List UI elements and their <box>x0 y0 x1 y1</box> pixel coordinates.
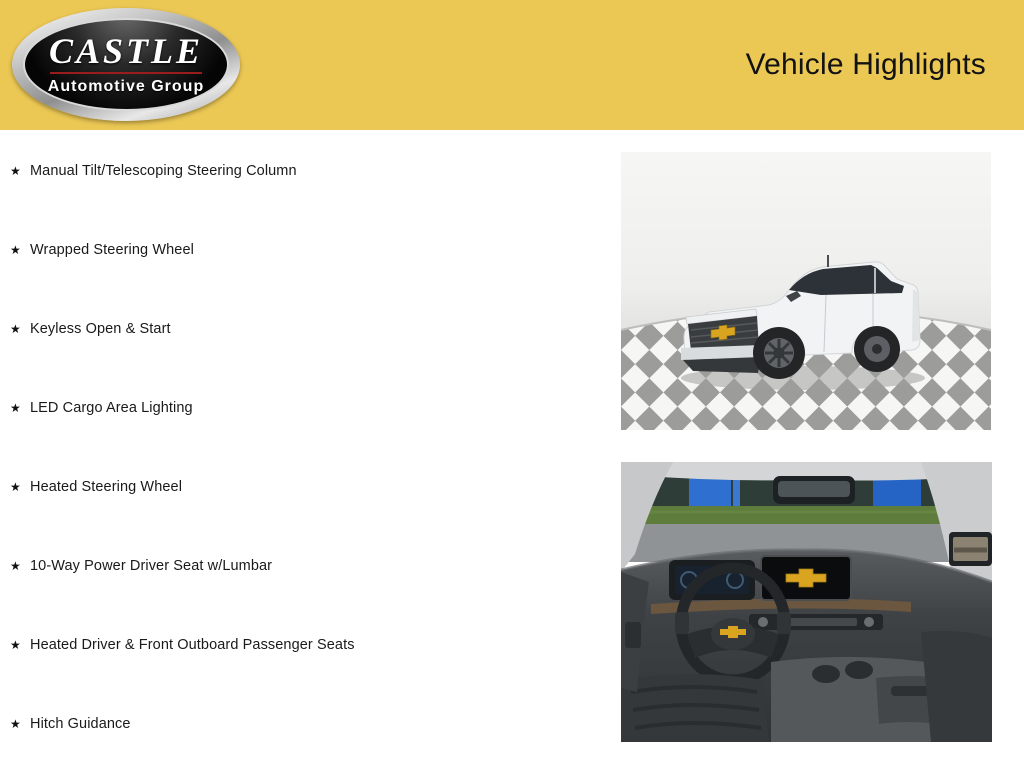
star-bullet-icon: ★ <box>10 322 21 336</box>
feature-label: Manual Tilt/Telescoping Steering Column <box>30 163 297 179</box>
logo-oval <box>23 18 229 111</box>
star-bullet-icon: ★ <box>10 717 21 731</box>
exterior-truck-photo <box>621 152 991 430</box>
star-bullet-icon: ★ <box>10 401 21 415</box>
feature-label: Heated Driver & Front Outboard Passenger Seats <box>30 637 355 653</box>
star-bullet-icon: ★ <box>10 559 21 573</box>
feature-label: LED Cargo Area Lighting <box>30 400 193 416</box>
star-bullet-icon: ★ <box>10 243 21 257</box>
feature-item <box>10 477 600 497</box>
star-bullet-icon: ★ <box>10 638 21 652</box>
feature-item <box>10 240 600 260</box>
castle-automotive-logo <box>12 8 240 121</box>
feature-item <box>10 556 600 576</box>
feature-item <box>10 714 600 734</box>
feature-label: Heated Steering Wheel <box>30 479 183 495</box>
star-bullet-icon: ★ <box>10 164 21 178</box>
logo-red-rule <box>50 72 202 74</box>
feature-label: Keyless Open & Start <box>30 321 171 337</box>
feature-item <box>10 161 600 181</box>
feature-label: 10-Way Power Driver Seat w/Lumbar <box>30 558 273 574</box>
logo-tagline: Automotive Group <box>47 78 205 95</box>
header-banner <box>0 0 1024 130</box>
interior-dashboard-photo <box>621 462 992 742</box>
logo-name: CASTLE <box>48 31 204 71</box>
feature-item <box>10 319 600 339</box>
feature-label: Wrapped Steering Wheel <box>30 242 194 258</box>
feature-item <box>10 398 600 418</box>
feature-item <box>10 635 600 655</box>
page-title: Vehicle Highlights <box>745 48 986 81</box>
feature-label: Hitch Guidance <box>30 716 131 732</box>
star-bullet-icon: ★ <box>10 480 21 494</box>
